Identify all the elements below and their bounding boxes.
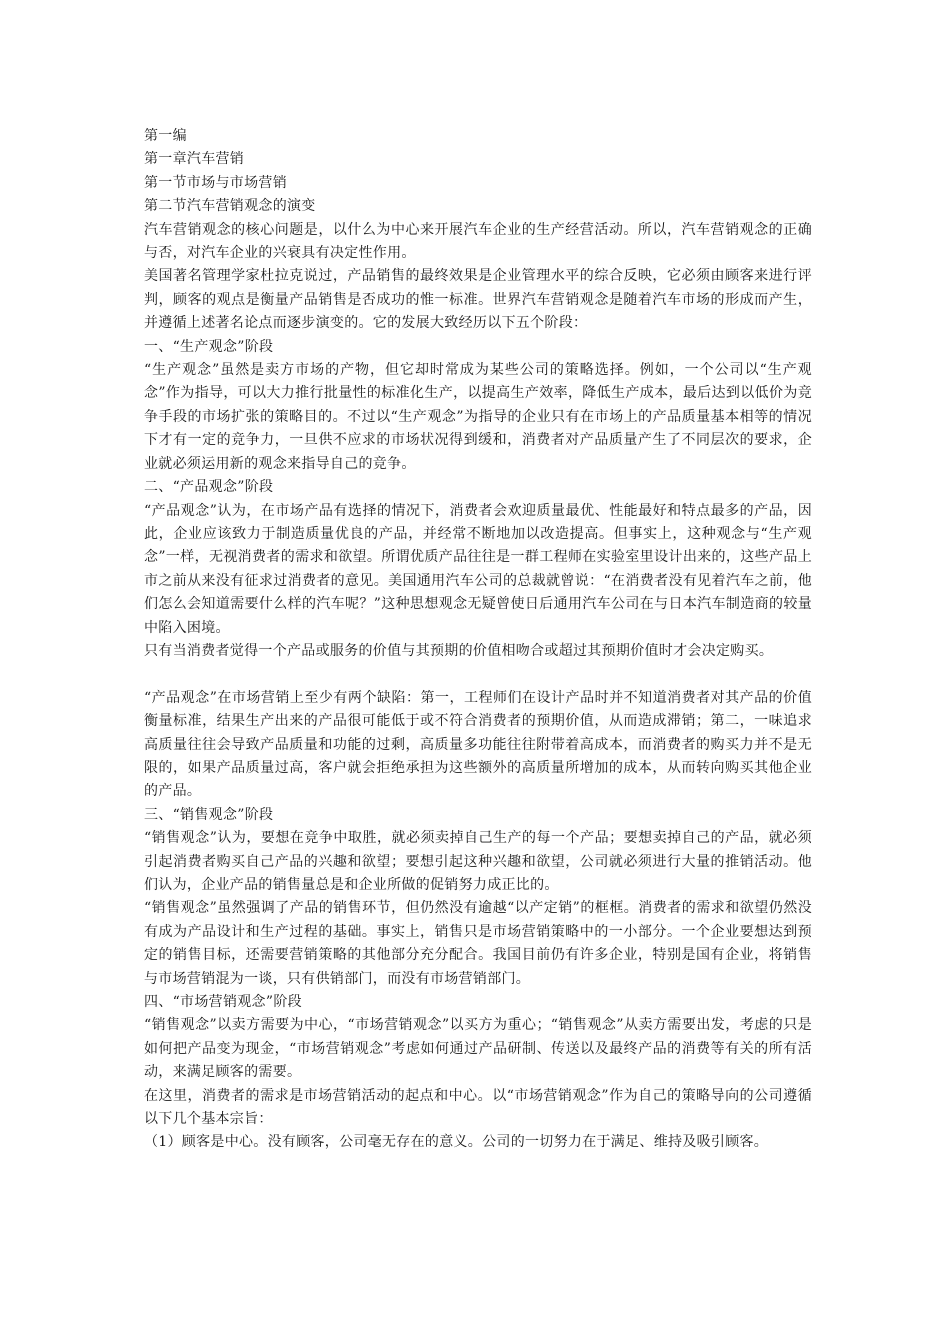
- stage-heading-2: 二、“产品观念”阶段: [144, 479, 274, 496]
- stage-heading-3: 三、“销售观念”阶段: [144, 806, 274, 823]
- paragraph: 美国著名管理学家杜拉克说过，产品销售的最终效果是企业管理水平的综合反映，它必须由顾客来进行评判，顾客的观点是衡量产品销售是否成功的惟一标准。世界汽车营销观念是随着汽车市场的形成而产生，并遵循上述著名论点而逐步演变的。它的发展大致经历以下五个阶段：: [144, 268, 812, 332]
- paragraph: “销售观念”以卖方需要为中心，“市场营销观念”以买方为重心；“销售观念”从卖方需要出发，考虑的只是如何把产品变为现金，“市场营销观念”考虑如何通过产品研制、传送以及最终产品的消费等有关的所有活动，来满足顾客的需要。: [144, 1017, 812, 1081]
- paragraph: 在这里，消费者的需求是市场营销活动的起点和中心。以“市场营销观念”作为自己的策略导向的公司遵循以下几个基本宗旨：: [144, 1087, 812, 1128]
- document-page: [144, 125, 812, 1155]
- paragraph: 汽车营销观念的核心问题是，以什么为中心来开展汽车企业的生产经营活动。所以，汽车营销观念的正确与否，对汽车企业的兴衰具有决定性作用。: [144, 221, 812, 262]
- blank-line: [144, 663, 812, 686]
- paragraph: “生产观念”虽然是卖方市场的产物，但它却时常成为某些公司的策略选择。例如，一个公司以“生产观念”作为指导，可以大力推行批量性的标准化生产，以提高生产效率，降低生产成本，最后达到以低价为竞争手段的市场扩张的策略目的。不过以“生产观念”为指导的企业只有在市场上的产品质量基本相等的情况下才有一定的竞争力，一旦供不应求的市场状况得到缓和，消费者对产品质量产生了不同层次的要求，企业就必须运用新的观念来指导自己的竞争。: [144, 362, 812, 472]
- stage-heading-1: 一、“生产观念”阶段: [144, 338, 274, 355]
- list-item: （1）顾客是中心。没有顾客，公司毫无存在的意义。公司的一切努力在于满足、维持及吸引顾客。: [144, 1134, 769, 1151]
- paragraph: “销售观念”认为，要想在竞争中取胜，就必须卖掉自己生产的每一个产品；要想卖掉自己的产品，就必须引起消费者购买自己产品的兴趣和欲望；要想引起这种兴趣和欲望，公司就必须进行大量的推销活动。他们认为，企业产品的销售量总是和企业所做的促销努力成正比的。: [144, 830, 812, 893]
- paragraph: “销售观念”虽然强调了产品的销售环节，但仍然没有逾越“以产定销”的框框。消费者的需求和欲望仍然没有成为产品设计和生产过程的基础。事实上，销售只是市场营销策略中的一小部分。一个企业要想达到预定的销售目标，还需要营销策略的其他部分充分配合。我国目前仍有许多企业，特别是国有企业，将销售与市场营销混为一谈，只有供销部门，而没有市场营销部门。: [144, 900, 812, 987]
- stage-heading-4: 四、“市场营销观念”阶段: [144, 994, 302, 1011]
- section-title-1: 第一节市场与市场营销: [144, 174, 287, 191]
- chapter-title: 第一章汽车营销: [144, 151, 245, 168]
- paragraph: 只有当消费者觉得一个产品或服务的价值与其预期的价值相吻合或超过其预期价值时才会决定购买。: [144, 642, 774, 659]
- paragraph: “产品观念”在市场营销上至少有两个缺陷：第一，工程师们在设计产品时并不知道消费者对其产品的价值衡量标准，结果生产出来的产品很可能低于或不符合消费者的预期价值，从而造成滞销；第二，一味追求高质量往往会导致产品质量和功能的过剩，高质量多功能往往附带着高成本，而消费者的购买力并不是无限的，如果产品质量过高，客户就会拒绝承担为这些额外的高质量所增加的成本，从而转向购买其他企业的产品。: [144, 689, 812, 800]
- section-title-2: 第二节汽车营销观念的演变: [144, 198, 316, 215]
- paragraph: “产品观念”认为，在市场产品有选择的情况下，消费者会欢迎质量最优、性能最好和特点最多的产品，因此，企业应该致力于制造质量优良的产品，并经常不断地加以改造提高。但事实上，这种观念与“生产观念”一样，无视消费者的需求和欲望。所谓优质产品往往是一群工程师在实验室里设计出来的，这些产品上市之前从来没有征求过消费者的意见。美国通用汽车公司的总裁就曾说：“在消费者没有见着汽车之前，他们怎么会知道需要什么样的汽车呢？”这种思想观念无疑曾使日后通用汽车公司在与日本汽车制造商的较量中陷入困境。: [144, 502, 812, 636]
- part-title: 第一编: [144, 128, 187, 144]
